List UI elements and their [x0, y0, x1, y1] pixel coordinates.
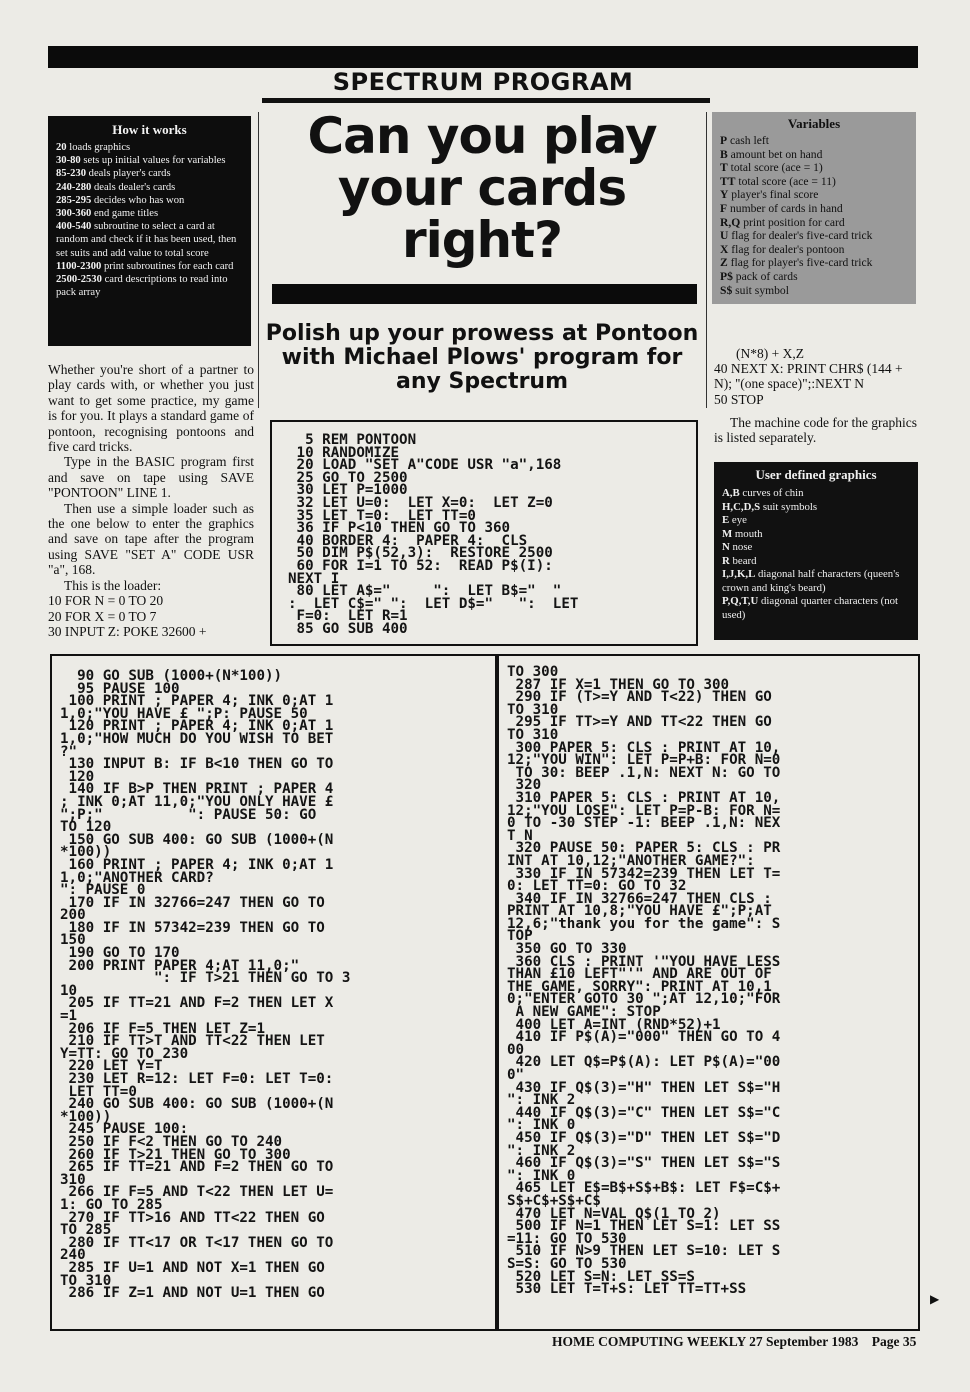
top-black-bar [48, 46, 918, 68]
code-listing-top: 5 REM PONTOON 10 RANDOMIZE 20 LOAD "SET A"CODE USR "a",168 25 GO TO 2500 30 LET P=1000 32 LET U=0: LET X=0: LET Z=0 35 LET T=0: LET TT=0 36 IF P<10 THEN GO TO 360 40 BORDER 4: PAPER 4: CLS 50 DIM P$(52,3): RESTORE 2500 60 FOR I=1 TO 52: READ P$(I): NEXT I 80 LET A$=" ": LET B$=" " : LET C$=" ": LET D$=" ": LET F=0: LET R=1 85 GO SUB 400 [270, 420, 698, 646]
section-label: SPECTRUM PROGRAM [332, 68, 634, 96]
column-divider-right [706, 112, 707, 408]
how-it-works-row: 1100-2300 print subroutines for each card [56, 260, 234, 272]
loader-line: 30 INPUT Z: POKE 32600 + [48, 623, 207, 639]
udg-row: R beard [722, 554, 757, 567]
udg-heading: User defined graphics [755, 467, 877, 482]
how-it-works-row: 285-295 decides who has won [56, 194, 185, 206]
machine-code-note: The machine code for the graphics is listed separately. [714, 414, 918, 446]
intro-paragraph: Then use a simple loader such as the one below to enter the graphics and save on tape after the program using SAVE "SET A" CODE USR "a", 168. [48, 500, 254, 578]
variable-row: U flag for dealer's five-card trick [720, 229, 873, 243]
loader-line: 10 FOR N = 0 TO 20 [48, 593, 164, 609]
loader-line: (N*8) + X,Z [736, 346, 804, 361]
variables-heading: Variables [787, 116, 841, 131]
continue-arrow-icon: ▶ [930, 1292, 940, 1306]
page-number: Page 35 [871, 1334, 917, 1349]
article-title: Can you play your cards right? [307, 107, 657, 269]
udg-row: P,Q,T,U diagonal quarter characters (not used) [722, 595, 898, 621]
user-defined-graphics-box [714, 462, 918, 640]
variables-box [712, 112, 916, 304]
intro-text [48, 362, 254, 639]
how-it-works-row: 240-280 deals dealer's cards [56, 181, 176, 193]
intro-paragraph: Type in the BASIC program first and save on tape using SAVE "PONTOON" LINE 1. [48, 454, 254, 501]
variable-row: X flag for dealer's pontoon [720, 242, 845, 256]
variable-row: Z flag for player's five-card trick [720, 256, 873, 270]
variable-row: Y player's final score [720, 188, 819, 202]
how-it-works-box [48, 116, 251, 346]
loader-continuation [714, 346, 918, 445]
section-rule [262, 98, 710, 103]
page-footer [552, 1334, 932, 1350]
udg-row: M mouth [722, 527, 763, 540]
intro-paragraph: This is the loader: [64, 577, 162, 593]
how-it-works-row: 300-360 end game titles [56, 208, 159, 220]
variable-row: T total score (ace = 1) [720, 161, 823, 175]
how-it-works-row: 2500-2530 card descriptions to read into pack array [56, 274, 228, 299]
udg-row: H,C,D,S suit symbols [722, 500, 818, 513]
loader-line: 40 NEXT X: PRINT CHR$ (144 + N); ''(one space)";:NEXT N [714, 361, 903, 392]
variable-row: R,Q print position for card [720, 215, 845, 229]
variable-row: B amount bet on hand [720, 147, 823, 161]
udg-row: I,J,K,L diagonal half characters (queen's crown and king's beard) [722, 568, 900, 594]
intro-paragraph: Whether you're short of a partner to play cards with, or whether you just want to get some practice, my game is for you. It plays a standard game of pontoon, recognising pontoons and five card tricks. [48, 362, 254, 455]
variable-row: TT total score (ace = 11) [720, 174, 836, 188]
udg-row: N nose [722, 541, 753, 553]
code-listing-left: 90 GO SUB (1000+(N*100)) 95 PAUSE 100 100 PRINT ; PAPER 4; INK 0;AT 1 1,0;"YOU HAVE £ ";P: PAUSE 50 120 PRINT ; PAPER 4; INK 0;AT 1 1,0;"HOW MUCH DO YOU WISH TO BET ?" 130 INPUT B: IF B<10 THEN GO TO 120 140 IF B>P THEN PRINT ; PAPER 4 ; INK 0;AT 11,0;"YOU ONLY HAVE £ ";P;" ": PAUSE 50: GO TO 120 150 GO SUB 400: GO SUB (1000+(N *100)) 160 PRINT ; PAPER 4; INK 0;AT 1 1,0;"ANOTHER CARD? ": PAUSE 0 170 IF IN 32766=247 THEN GO TO 200 180 IF IN 57342=239 THEN GO TO 150 190 GO TO 170 200 PRINT PAPER 4;AT 11,0;" ": IF T>21 THEN GO TO 3 10 205 IF TT=21 AND F=2 THEN LET X =1 206 IF F=5 THEN LET Z=1 210 IF TT>T AND TT<22 THEN LET Y=TT: GO TO 230 220 LET Y=T 230 LET R=12: LET F=0: LET T=0: LET TT=0 240 GO SUB 400: GO SUB (1000+(N *100)) 245 PAUSE 100: 250 IF F<2 THEN GO TO 240 260 IF T>21 THEN GO TO 300 265 IF TT=21 AND F=2 THEN GO TO 310 266 IF F=5 AND T<22 THEN LET U= 1: GO TO 285 270 IF TT>16 AND TT<22 THEN GO TO 285 280 IF TT<17 OR T<17 THEN GO TO 240 285 IF U=1 AND NOT X=1 THEN GO TO 310 286 IF Z=1 AND NOT U=1 THEN GO [50, 654, 497, 1331]
loader-line: 50 STOP [714, 391, 764, 407]
code-listing-right: TO 300 287 IF X=1 THEN GO TO 300 290 IF (T>=Y AND T<22) THEN GO TO 310 295 IF TT>=Y AND TT<22 THEN GO TO 310 300 PAPER 5: CLS : PRINT AT 10, 12;"YOU WIN": LET P=P+B: FOR N=0 TO 30: BEEP .1,N: NEXT N: GO TO 320 310 PAPER 5: CLS : PRINT AT 10, 12;"YOU LOSE": LET P=P-B: FOR N= 0 TO -30 STEP -1: BEEP .1,N: NEX T N 320 PAUSE 50: PAPER 5: CLS : PR INT AT 10,12;"ANOTHER GAME?": 330 IF IN 57342=239 THEN LET T= 0: LET TT=0: GO TO 32 340 IF IN 32766=247 THEN CLS : PRINT AT 10,8;"YOU HAVE £";P;AT 12,6;"thank you for the game": S TOP 350 GO TO 330 360 CLS : PRINT '"YOU HAVE LESS THAN £10 LEFT"'" AND ARE OUT OF THE GAME, SORRY": PRINT AT 10,1 0;"ENTER GOTO 30 ";AT 12,10;"FOR A NEW GAME": STOP 400 LET A=INT (RND*52)+1 410 IF P$(A)="000" THEN GO TO 4 00 420 LET Q$=P$(A): LET P$(A)="00 0" 430 IF Q$(3)="H" THEN LET S$="H ": INK 2 440 IF Q$(3)="C" THEN LET S$="C ": INK 0 450 IF Q$(3)="D" THEN LET S$="D ": INK 2 460 IF Q$(3)="S" THEN LET S$="S ": INK 0 465 LET E$=B$+S$+B$: LET F$=C$+ S$+C$+S$+C$ 470 LET N=VAL Q$(1 TO 2) 500 IF N=1 THEN LET S=1: LET SS =11: GO TO 530 510 IF N>9 THEN LET S=10: LET S S=S: GO TO 530 520 LET S=N: LET SS=S 530 LET T=T+S: LET TT=TT+SS [497, 654, 920, 1331]
how-it-works-row: 30-80 sets up initial values for variables [56, 155, 226, 167]
variable-row: S$ suit symbol [720, 283, 789, 297]
variable-row: F number of cards in hand [720, 201, 843, 215]
how-it-works-row: 85-230 deals player's cards [56, 168, 171, 180]
variable-row: P cash left [720, 134, 769, 147]
footer-publication: HOME COMPUTING WEEKLY 27 September 1983 [552, 1334, 859, 1349]
title-black-bar [272, 284, 697, 304]
how-it-works-heading: How it works [112, 122, 187, 137]
udg-row: A,B curves of chin [722, 487, 804, 499]
udg-row: E eye [722, 514, 747, 526]
how-it-works-row: 400-540 subroutine to select a card at random and check if it has been used, then set suits and add value to total score [56, 221, 237, 259]
variable-row: P$ pack of cards [720, 269, 798, 283]
article-subtitle: Polish up your prowess at Pontoon with Michael Plows' program for any Spectrum [265, 321, 699, 394]
loader-line: 20 FOR X = 0 TO 7 [48, 608, 157, 624]
how-it-works-row: 20 loads graphics [56, 142, 131, 153]
column-divider-left [258, 112, 259, 408]
